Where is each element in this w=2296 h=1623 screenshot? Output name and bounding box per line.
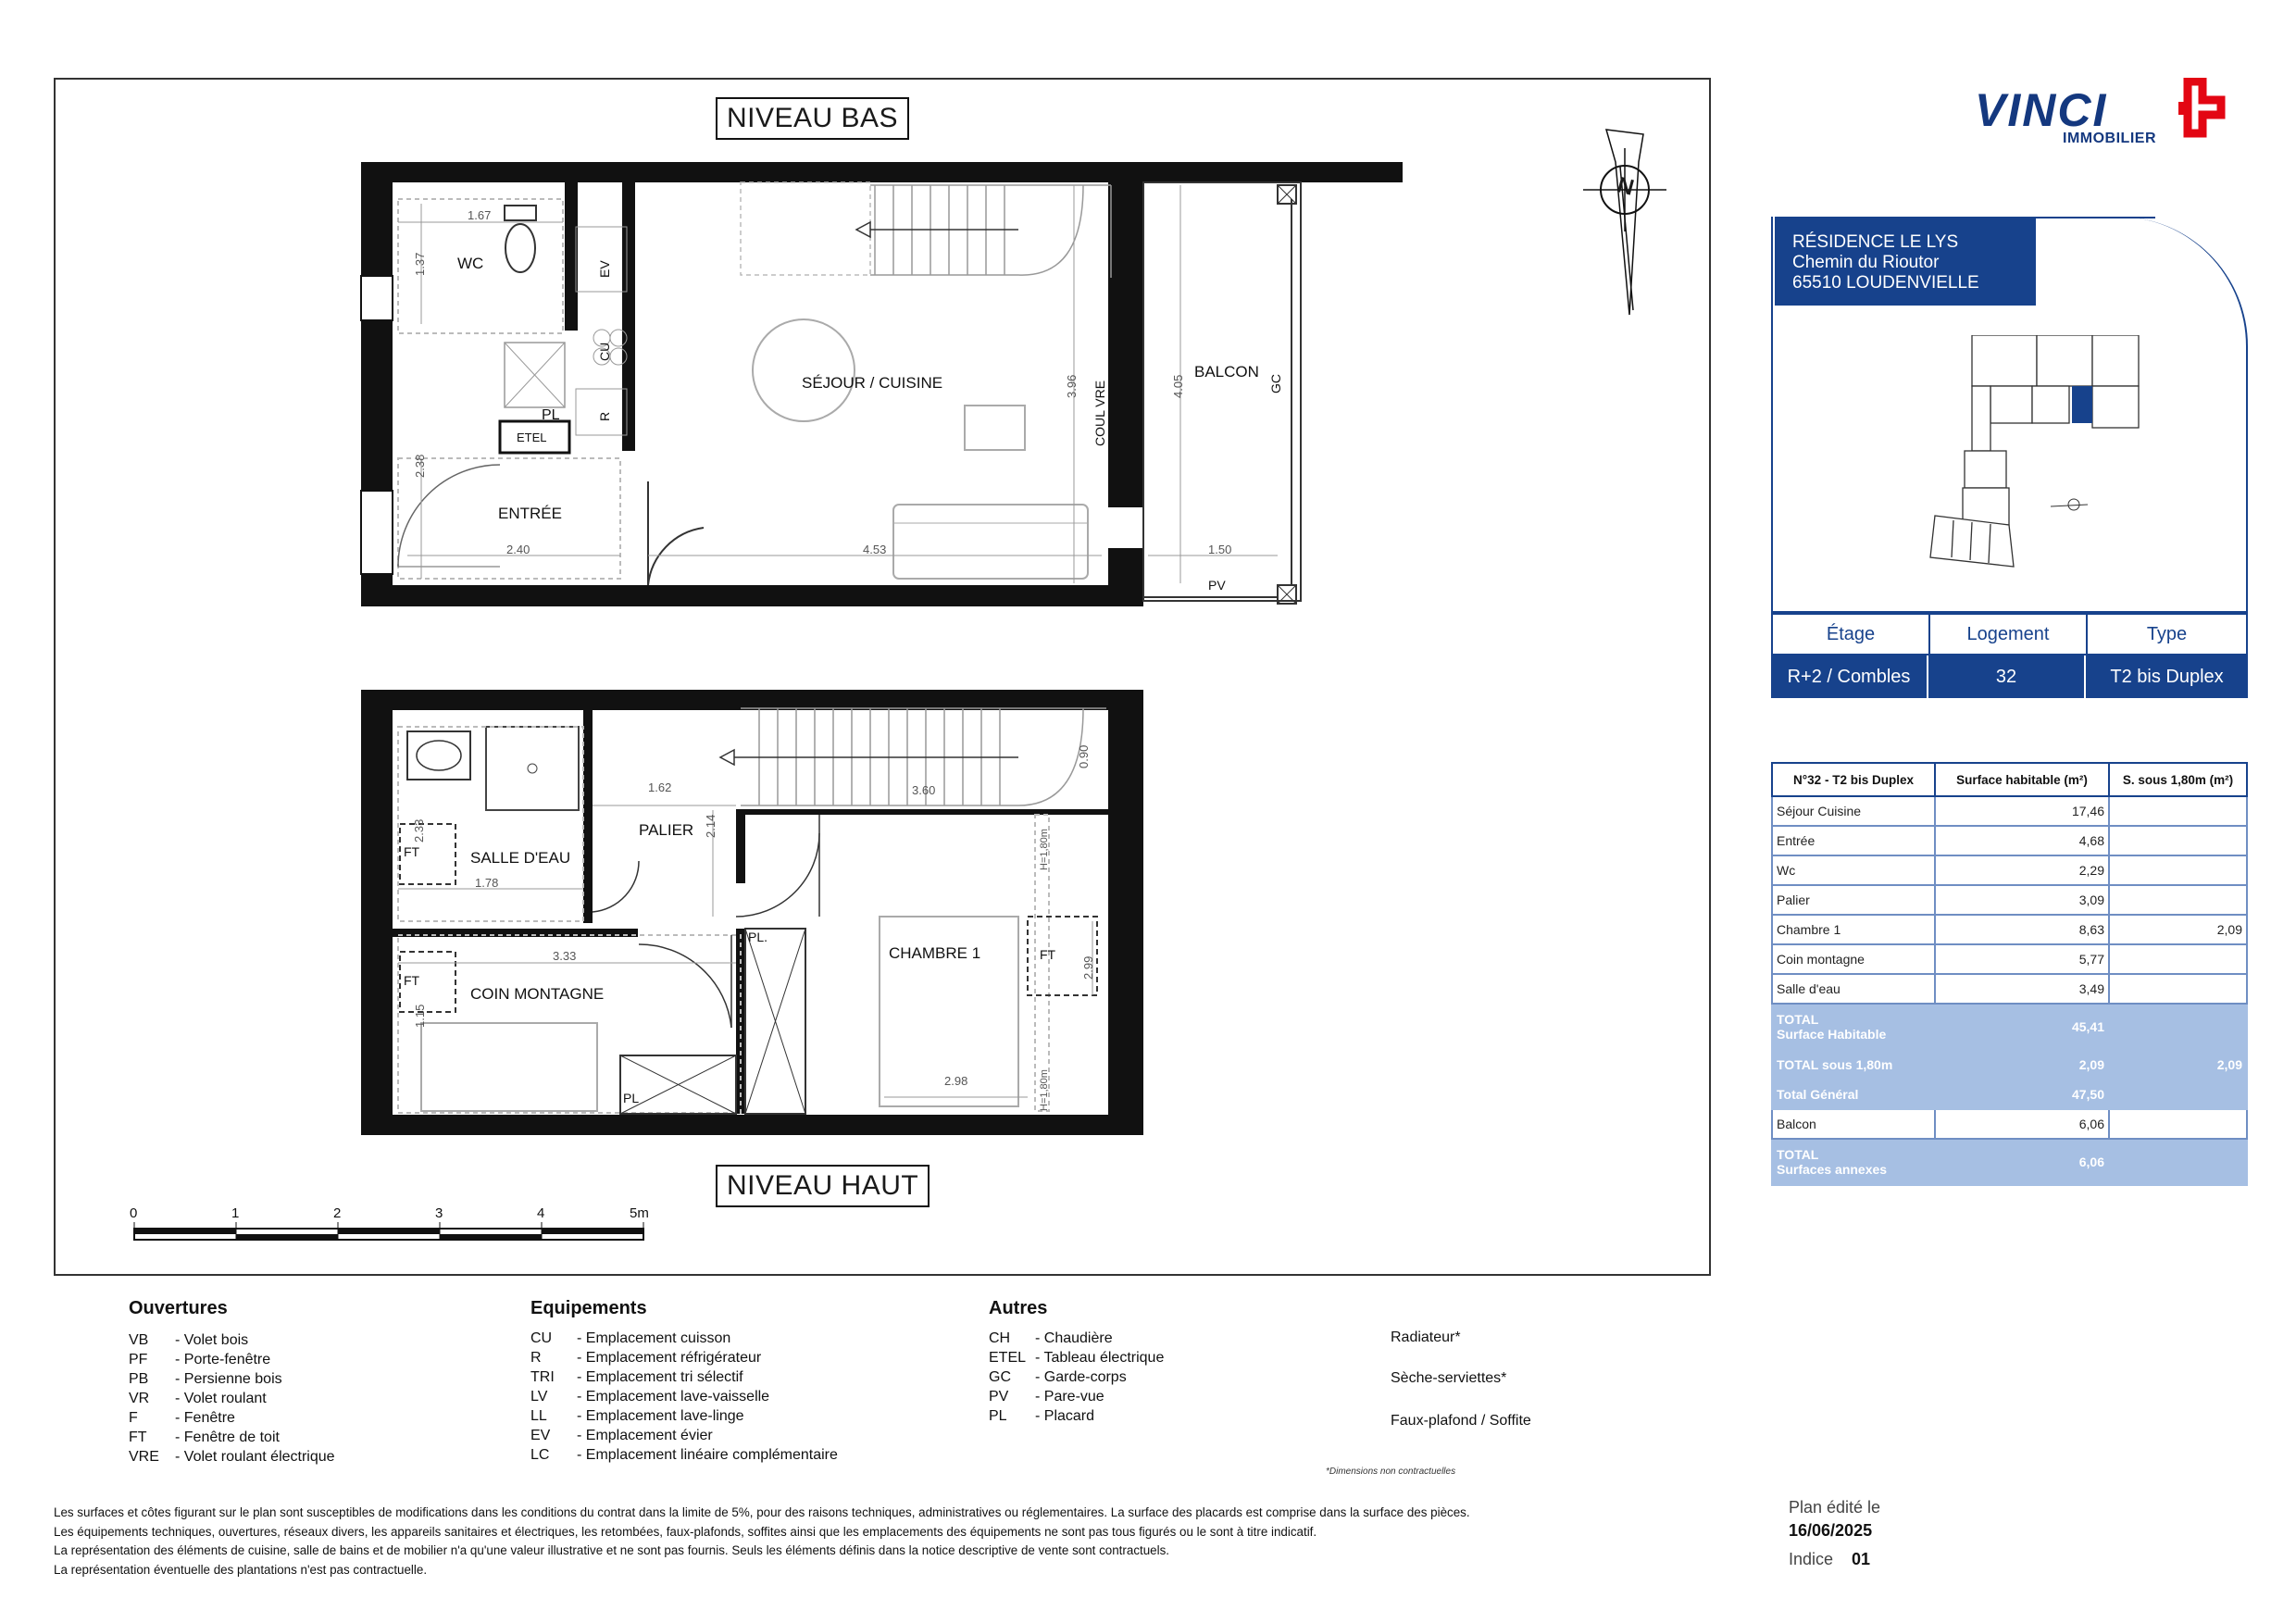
scale-2: 2 [333, 1205, 342, 1221]
dim-sejour-height: 3.96 [1065, 374, 1079, 398]
code-pl-palier: PL. [748, 930, 768, 944]
legend-item: R - Emplacement réfrigérateur [530, 1350, 762, 1366]
dim-salle-eau-width: 1.78 [475, 876, 499, 890]
legend-item: LV - Emplacement lave-vaisselle [530, 1389, 770, 1405]
legend-item: CH - Chaudière [989, 1330, 1113, 1346]
legend-equipements-list [530, 1329, 838, 1465]
dim-sejour-width: 4.53 [863, 543, 887, 556]
dimensions-note: *Dimensions non contractuelles [1326, 1467, 1456, 1477]
brand-name: VINCI [1975, 84, 2108, 136]
north-compass [1583, 130, 1666, 315]
indice-label: Indice [1789, 1550, 1834, 1568]
legend-item: VR - Volet roulant [129, 1391, 267, 1406]
scale-0: 0 [130, 1205, 138, 1221]
brand-cross-icon [2160, 78, 2230, 146]
residence-name: RÉSIDENCE LE LYS [1792, 232, 1959, 252]
legend-item: PF - Porte-fenêtre [129, 1352, 271, 1367]
table-row: Chambre 1 8,63 2,09 [1772, 915, 2247, 944]
legend-item: ETEL - Tableau électrique [989, 1350, 1165, 1366]
table-header-row [1772, 763, 2247, 796]
code-ft-salle-eau: FT [404, 844, 420, 859]
dim-coin-width: 3.33 [553, 949, 577, 963]
dim-wc-height: 1.37 [413, 252, 427, 276]
lot-header-etage: Étage [1771, 613, 1930, 655]
legend-item: PL - Placard [989, 1408, 1095, 1424]
code-cu: CU [597, 342, 612, 361]
legend-item: PV - Pare-vue [989, 1389, 1104, 1405]
table-row: Wc 2,29 [1772, 855, 2247, 885]
legend-equipements-title: Equipements [530, 1298, 647, 1318]
legend-item: PB - Persienne bois [129, 1371, 282, 1387]
lot-value-logement: 32 [1928, 655, 2086, 698]
highlighted-lot [2072, 386, 2092, 423]
table-row: Coin montagne 5,77 [1772, 944, 2247, 974]
table-row: Entrée 4,68 [1772, 826, 2247, 855]
code-ev: EV [597, 260, 612, 278]
stairs-low [741, 182, 1111, 278]
dim-palier-height: 2.14 [704, 814, 718, 838]
dim-entree-width: 2.40 [506, 543, 530, 556]
wall-bottom-low [361, 585, 1143, 606]
legend-ouvertures-title: Ouvertures [129, 1298, 228, 1318]
total-annexes-row: TOTAL Surfaces annexes 6,06 [1772, 1139, 2247, 1185]
legend-ouvertures-list [129, 1330, 335, 1467]
legend-item: VRE - Volet roulant électrique [129, 1449, 335, 1465]
lot-value-etage: R+2 / Combles [1771, 655, 1928, 698]
code-pv: PV [1208, 578, 1226, 593]
room-label-sejour: SÉJOUR / CUISINE [802, 374, 943, 392]
brand-sub: IMMOBILIER [2063, 131, 2156, 146]
legend-item: GC - Garde-corps [989, 1369, 1127, 1385]
wall-top-low [361, 162, 1403, 182]
code-ft-chambre: FT [1040, 947, 1056, 962]
code-coul-vre: COUL VRE [1092, 380, 1107, 446]
header-lot: N°32 - T2 bis Duplex [1772, 763, 1935, 796]
label-h180-top: H=1,80m [1039, 829, 1050, 870]
total-sous-row: TOTAL sous 1,80m 2,09 2,09 [1772, 1050, 2247, 1080]
level-low-title: NIVEAU BAS [716, 97, 909, 140]
dim-chambre-height: 2.99 [1081, 955, 1095, 980]
legend-seche-serviettes: Sèche-serviettes* [1391, 1370, 1507, 1386]
wall-right-low [1108, 182, 1143, 507]
code-r: R [597, 411, 612, 421]
plan-edit-date: 16/06/2025 [1789, 1521, 1873, 1540]
dim-balcon-height: 4.05 [1171, 374, 1185, 398]
total-habitable-row: TOTAL Surface Habitable 45,41 [1772, 1004, 2247, 1050]
dim-palier-width: 1.62 [648, 780, 672, 794]
scale-5: 5m [630, 1205, 649, 1221]
legend-item: F - Fenêtre [129, 1410, 235, 1426]
residence-info-box [1775, 217, 2036, 306]
legend-item: LL - Emplacement lave-linge [530, 1408, 744, 1424]
dim-salle-eau-height: 2.33 [412, 818, 426, 843]
dim-stairs-depth: 0.90 [1077, 744, 1091, 768]
room-label-salle-eau: SALLE D'EAU [470, 849, 571, 867]
dim-stairs-width: 3.60 [912, 783, 936, 797]
code-pl-low: PL [542, 407, 560, 423]
lot-value-type: T2 bis Duplex [2086, 655, 2248, 698]
legend-autres-list [989, 1329, 1164, 1426]
table-row: Palier 3,09 [1772, 885, 2247, 915]
legend-radiateur: Radiateur* [1391, 1330, 1461, 1345]
code-etel: ETEL [517, 431, 547, 444]
residence-city: 65510 LOUDENVIELLE [1792, 273, 1979, 293]
residence-street: Chemin du Rioutor [1792, 253, 1940, 272]
level-high-title: NIVEAU HAUT [716, 1165, 930, 1207]
table-row: Salle d'eau 3,49 [1772, 974, 2247, 1004]
dim-entree-height: 2.38 [413, 454, 427, 478]
legend-item: LC - Emplacement linéaire complémentaire [530, 1447, 838, 1463]
total-general-row: Total Général 47,50 [1772, 1080, 2247, 1109]
code-ft-coin: FT [404, 973, 420, 988]
room-label-chambre: CHAMBRE 1 [889, 944, 981, 962]
dim-balcon-width: 1.50 [1208, 543, 1232, 556]
surface-table [1771, 762, 2248, 1186]
upper-level-plan [361, 690, 1143, 1135]
footer-disclaimer: Les surfaces et côtes figurant sur le plan sont susceptibles de modifications dans les conditions du contrat dans la limite de 5%, pour des raisons techniques, administratives ou réglementaires. La surface des placards est comprise dans la surface des pièces. Les équipements techniques, ouvertures, réseaux divers, les appareils sanitaires et électriques, les retombées, faux-plafonds, soffites ainsi que les emplacements des équipements ne sont pas tous figurés ou le sont à titre indicatif. La représentation des éléments de cuisine, salle de bains et de mobilier n'a qu'une valeur illustrative et ne sont pas fournis. Seuls les éléments définis dans la notice descriptive de vente sont contractuels. La représentation éventuelle des plantations n'est pas contractuelle. [54, 1505, 1470, 1577]
compass-letter: N [1614, 172, 1637, 201]
header-surface-habitable: Surface habitable (m²) [1935, 763, 2109, 796]
indice-value: 01 [1852, 1550, 1871, 1568]
legend-autres-title: Autres [989, 1298, 1048, 1318]
lot-header-logement: Logement [1928, 613, 2088, 655]
room-label-entree: ENTRÉE [498, 505, 562, 522]
room-label-coin-montagne: COIN MONTAGNE [470, 985, 605, 1003]
legend-item: EV - Emplacement évier [530, 1428, 713, 1443]
legend-item: FT - Fenêtre de toit [129, 1429, 280, 1445]
dim-wc-width: 1.67 [468, 208, 492, 222]
scale-bar [134, 1222, 643, 1241]
scale-4: 4 [537, 1205, 545, 1221]
legend-item: TRI - Emplacement tri sélectif [530, 1369, 743, 1385]
dim-chambre-width: 2.98 [944, 1074, 968, 1088]
room-label-wc: WC [457, 255, 484, 272]
plan-edit-label: Plan édité le [1789, 1498, 1881, 1517]
balcon-row: Balcon 6,06 [1772, 1109, 2247, 1139]
code-gc: GC [1268, 374, 1283, 393]
room-label-balcon: BALCON [1194, 363, 1259, 381]
building-key-plan [1879, 335, 2157, 576]
legend-item: CU - Emplacement cuisson [530, 1330, 731, 1346]
header-surface-sous: S. sous 1,80m (m²) [2109, 763, 2247, 796]
room-label-palier: PALIER [639, 821, 694, 839]
lot-header-type: Type [2086, 613, 2248, 655]
code-pl-coin: PL [623, 1091, 640, 1105]
legend-faux-plafond: Faux-plafond / Soffite [1391, 1413, 1531, 1429]
scale-1: 1 [231, 1205, 240, 1221]
label-h180-bottom: H=1,80m [1039, 1069, 1050, 1111]
legend-item: VB - Volet bois [129, 1332, 249, 1348]
scale-3: 3 [435, 1205, 443, 1221]
dim-coin-height: 1.15 [413, 1004, 427, 1028]
table-row: Séjour Cuisine 17,46 [1772, 796, 2247, 826]
